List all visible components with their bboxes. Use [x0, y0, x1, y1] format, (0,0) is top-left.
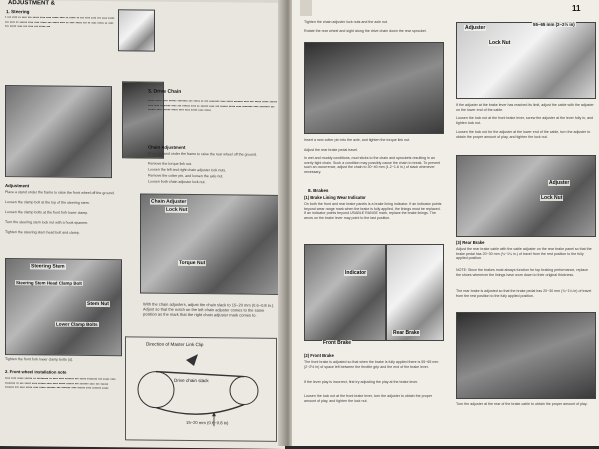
torque-nut-label: Torque Nut: [179, 259, 206, 267]
stem-nut-label: Stem Nut: [87, 300, 109, 308]
adjustment-step-3: Loosen the clamp bolts at the front fork lower clamp.: [5, 210, 89, 215]
middle-step-1: Insert a new cotter pin into the axle, and tighten the torque link nut.: [304, 138, 411, 142]
tighten-bolts-text: Tighten the front fork lower clamp bolts (4).: [5, 357, 74, 362]
master-link-diagram: [125, 336, 277, 442]
lock-nut-label: Lock Nut: [166, 206, 188, 213]
wear-text: On both the front and rear brake panels is a brake lining indicator. If an indicator points beyond wear range mark when the brake is fully applied, the linings must be replaced. If an indicator points beyond USABLE RANGE mark, replace the brake linings. The arrow on the brake lever may point to the last position.: [304, 202, 442, 220]
direction-title: Direction of Master Link Clip: [146, 341, 204, 348]
rear-brake-text: Adjust the rear brake cable with the cable adjuster on the rear brake panel so that the brake pedal has 20~30 mm (¾~1¼ in.) of travel from the rest position to the fully applied position.: [456, 247, 592, 261]
front-brake-photo: [304, 244, 386, 341]
rear-brake-panel-photo: [456, 312, 596, 399]
chain-slack-text: With the chain adjusters, adjust the chain slack to 15~20 mm (0.6~0.8 in.). Adjust so that the notch on the left chain adjuster comes to the same position as the mark that the right chain adjuster mark comes to.: [143, 301, 275, 318]
rear-brake-label: Rear Brake: [393, 330, 420, 336]
chain-step-5: Loosen both chain adjuster lock nut.: [148, 179, 206, 185]
chain-step-2: Remove the torque link nut.: [148, 161, 192, 167]
chain-step-4: Remove the cotter pin, and loosen the axle nut.: [148, 173, 224, 179]
steering-heading: 1. Steering: [6, 9, 30, 15]
chain-adjustment-heading: Chain Adjustment: [148, 144, 186, 150]
front-brake-step-2: Loosen the lock nut at the front brake lever, turn the adjuster to obtain the proper amount of play, and tighten the lock nut.: [304, 394, 433, 403]
brakes-heading: 8. Brakes: [308, 188, 329, 193]
chain-adjuster-label: Chain Adjuster: [151, 198, 187, 205]
drive-chain-heading: 3. Drive Chain: [148, 88, 182, 95]
rear-wheel-photo: [304, 42, 444, 134]
right-col-step-1: Loosen the lock nut at the front brake lever, screw the adjuster at the lever fully in, and tighten lock nut.: [456, 116, 594, 125]
slack-range-label: 15~20 mm (0.6~0.8 in): [186, 419, 229, 426]
running-header: ADJUSTMENT &: [8, 0, 56, 7]
front-brake-heading: (2) Front Brake: [304, 353, 334, 358]
front-brake-step-1: If the lever play is incorrect, first try adjusting the play at the brake lever.: [304, 380, 419, 384]
right-page: [292, 0, 599, 446]
right-col-text-1: If the adjuster at the brake lever has reached its limit, adjust the cable with the adjuster on the lower end of the cable.: [456, 103, 594, 112]
wear-indicator-heading: (1) Brake Lining Wear Indicator: [304, 195, 366, 200]
front-wheel-heading: 2. Front wheel installation note: [5, 369, 67, 375]
adjustment-step-2: Loosen the clamp bolt at the top of the steering stem.: [5, 200, 90, 205]
warning-text: In wet and muddy conditions, mud sticks to the chain and sprockets resulting in an overly tight chain. Such a condition may possibly cause the chain to break. To prevent such an occurrence, adjust the chain to 30~40 mm (1.2~1.6 in.) of slack whenever necessary.: [304, 156, 441, 174]
chain-step-1: Place a stand under the frame to raise the rear wheel off the ground.: [148, 151, 257, 157]
front-wheel-photo: [5, 85, 112, 178]
adjustment-step-5: Tighten the steering stem head bolt and clamp.: [5, 230, 80, 235]
chain-adjuster-photo: [140, 193, 282, 294]
top-step-1: Tighten the chain adjuster lock nuts and the axle nut.: [304, 20, 388, 24]
bottom-step: Turn the adjuster at the rear of the brake cable to obtain the proper amount of play.: [456, 402, 588, 406]
page-number: 11: [572, 4, 581, 13]
top-step-2: Rotate the rear wheel and sight along the drive chain down the rear sprocket.: [304, 29, 427, 33]
left-page: [0, 0, 285, 449]
steering-stem-head-clamp-bolt-label: Steering Stem Head Clamp Bolt: [16, 280, 82, 286]
front-brake-text: The front brake is adjusted so that when the brake is fully applied there is 55~65 mm (2~2½ in) of space left between the throttle grip and the end of the brake lever.: [304, 360, 439, 369]
lever-lock-nut-label: Lock Nut: [489, 40, 511, 46]
middle-step-2: Adjust the rear brake pedal travel.: [304, 148, 358, 152]
front-wheel-text: ▪▪▪▪ ▪▪▪▪ ▪▪▪▪▪ ▪▪▪▪▪▪ ▪▪ ▪▪▪▪▪▪▪▪▪ ▪▪ ▪▪▪▪ ▪▪▪▪ ▪▪▪▪▪▪▪ ▪▪▪ ▪▪▪▪▪ ▪▪▪▪▪▪▪▪ ▪▪▪ ▪▪▪▪▪ ▪▪▪▪ ▪▪▪▪▪▪▪▪ ▪▪ ▪▪▪ ▪▪▪▪▪ ▪▪▪▪ ▪▪▪▪▪▪ ▪▪▪▪ ▪▪▪▪ ▪▪▪▪▪ ▪▪▪▪▪▪ ▪▪▪ ▪▪▪▪▪▪▪ ▪▪▪▪ ▪▪▪ ▪▪▪▪▪▪ ▪▪▪▪▪▪▪ ▪▪▪ ▪▪▪▪ ▪▪▪▪▪ ▪▪▪▪ ▪▪▪▪▪ ▪▪▪▪▪▪▪ ▪▪▪ ▪▪▪▪▪▪▪ ▪▪▪▪ ▪▪▪▪▪▪ ▪▪▪▪ ▪▪▪▪▪▪▪ ▪▪▪▪▪: [5, 376, 116, 391]
right-col-step-2: Loosen the lock nut for the adjuster at the lower end of the cable, turn the adjuster to obtain the proper amount of play, and tighten the lock nut.: [456, 130, 591, 139]
rear-brake-heading: (3) Rear Brake: [456, 240, 485, 245]
adjustment-heading: Adjustment: [5, 183, 30, 189]
adjuster-label: Adjuster: [465, 25, 486, 31]
brake-lever-photo: [456, 22, 596, 99]
cable-adjuster-photo: [456, 155, 596, 237]
indicator-label: Indicator: [345, 270, 367, 276]
cable-lock-nut-label: Lock Nut: [541, 195, 563, 201]
page-tab: [300, 0, 312, 16]
drive-chain-text: ▪▪▪▪▪ ▪▪▪▪▪ ▪▪▪▪ ▪▪▪▪▪▪ ▪▪▪▪▪▪▪▪ ▪▪▪ ▪▪▪▪▪ ▪▪ ▪▪▪ ▪▪▪▪▪▪▪▪ ▪▪▪▪ ▪▪▪▪▪ ▪▪▪▪▪▪▪ ▪▪▪▪ ▪▪▪ ▪▪▪▪▪ ▪▪▪▪▪ ▪▪▪▪▪▪ ▪▪▪▪ ▪▪▪▪ ▪▪▪▪▪▪▪▪ ▪▪▪▪ ▪▪▪ ▪▪▪▪▪▪ ▪▪▪▪ ▪▪ ▪▪▪▪▪▪ ▪▪▪▪ ▪▪▪ ▪▪▪▪▪▪ ▪▪▪▪▪ ▪▪▪▪ ▪▪▪▪▪▪▪▪ ▪▪▪▪ ▪▪▪▪▪▪▪▪ ▪▪▪ ▪▪▪▪▪▪ ▪▪▪▪ ▪▪▪▪▪▪ ▪▪▪▪▪ ▪▪▪▪ ▪▪▪▪ ▪▪▪▪▪ ▪▪▪▪ ▪▪▪▪▪: [148, 98, 278, 113]
chain-step-3: Loosen the left and right chain adjuster lock nuts.: [148, 167, 227, 173]
steering-text: ▪ ▪▪▪ ▪▪▪▪ ▪▪ ▪▪▪▪ ▪▪▪ ▪▪▪▪▪ ▪▪▪▪ ▪▪▪▪ ▪▪▪▪▪ ▪▪▪▪ ▪▪ ▪▪▪▪▪ ▪▪ ▪▪▪ ▪▪▪▪ ▪▪▪▪ ▪▪▪ ▪▪▪▪ ▪▪▪▪▪ ▪▪▪ ▪▪▪▪ ▪▪ ▪▪▪▪▪▪ ▪▪▪▪ ▪▪▪▪ ▪▪▪▪▪ ▪▪▪ ▪▪▪▪▪ ▪▪▪▪ ▪▪ ▪▪▪▪ ▪▪▪▪▪ ▪▪▪ ▪▪ ▪▪▪▪ ▪▪▪▪▪ ▪▪ ▪▪▪▪ ▪▪▪ ▪▪▪▪▪ ▪▪▪▪ ▪▪▪ ▪▪▪▪ ▪▪▪ ▪▪▪▪▪ ▪▪▪: [5, 15, 115, 29]
rear-brake-photo: [386, 244, 444, 341]
rear-brake-text-2: The rear brake is adjusted so that the brake pedal has 20~30 mm (¾~1¼ in) of travel from the rest position to the fully applied position.: [456, 289, 592, 298]
cable-adjuster-label: Adjuster: [549, 180, 570, 186]
drive-chain-slack-label: Drive chain slack: [174, 377, 209, 384]
front-brake-label: Front Brake: [323, 340, 352, 346]
adjuster-range-label: 55~65 mm (2~2½ in): [533, 22, 575, 27]
steering-photo: [118, 9, 155, 51]
steering-stem-photo: [5, 258, 122, 356]
note-text: NOTE: Since the brakes must always function for top braking performance, replace the shoes whenever the linings have worn down to their original thickness.: [456, 268, 589, 277]
steering-stem-label: Steering Stem: [31, 263, 65, 270]
adjustment-step-4: Turn the steering stem lock nut with a hook spanner.: [5, 220, 89, 225]
lower-clamp-bolts-label: Lower Clamp Bolts: [56, 321, 98, 328]
adjustment-step-1: Place a stand under the frame to raise the front wheel off the ground.: [5, 190, 115, 196]
